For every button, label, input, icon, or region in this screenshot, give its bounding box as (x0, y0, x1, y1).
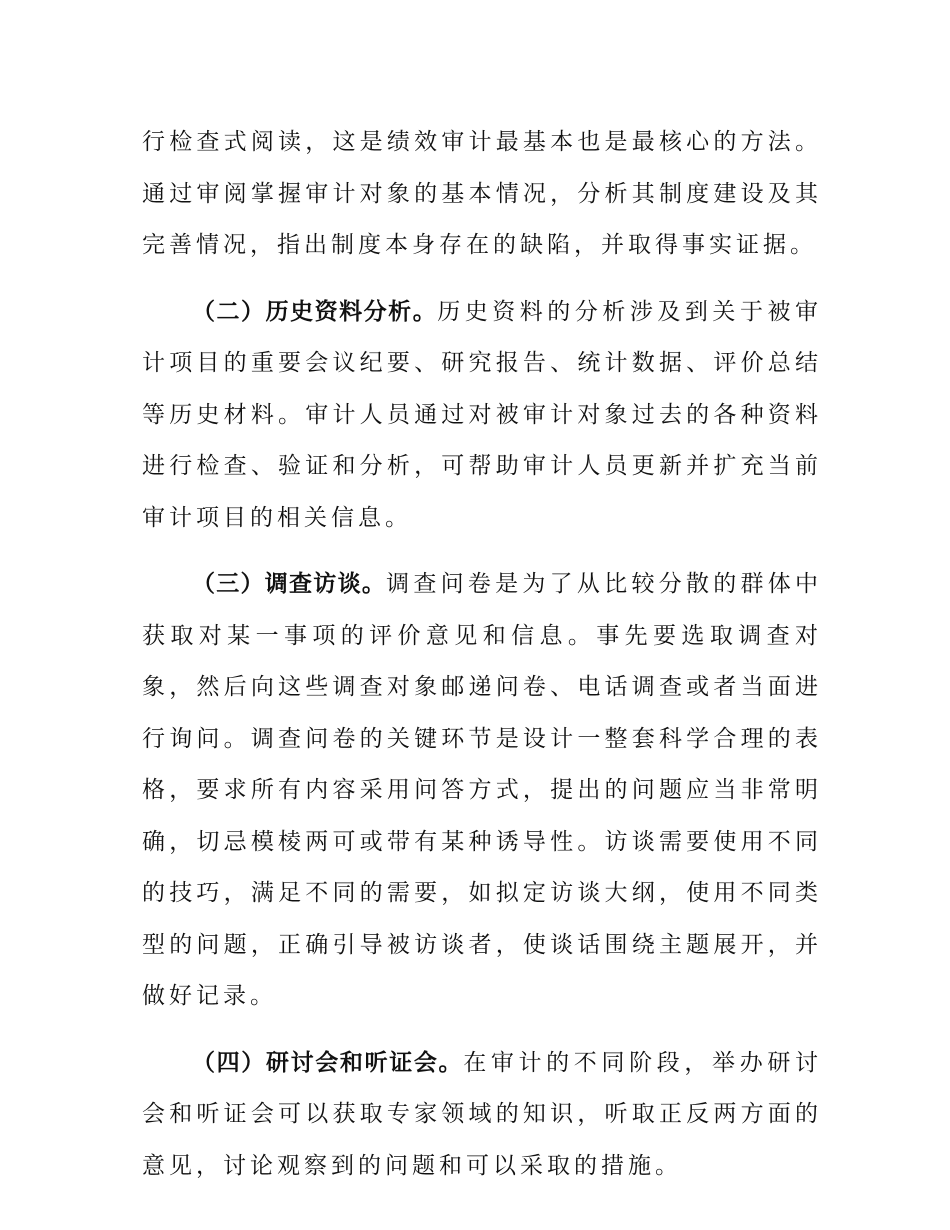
paragraph-historical-data-analysis (142, 287, 822, 545)
document-body (142, 117, 822, 1192)
section-heading: （二）历史资料分析。 (192, 298, 438, 325)
paragraph-text: 调查问卷是为了从比较分散的群体中获取对某一事项的评价意见和信息。事先要选取调查对象，然后向这些调查对象邮递问卷、电话调查或者当面进行询问。调查问卷的关键环节是设计一整套科学合理的表格，要求所有内容采用问答方式，提出的问题应当非常明确，切忌模棱两可或带有某种诱导性。访谈需要使用不同的技巧，满足不同的需要，如拟定访谈大纲，使用不同类型的问题，正确引导被访谈者，使谈话围绕主题展开，并做好记录。 (142, 571, 823, 1009)
paragraph-seminar-hearing (142, 1038, 822, 1193)
paragraph-continued (142, 117, 822, 272)
section-heading: （三）调查访谈。 (192, 571, 387, 597)
section-heading: （四）研讨会和听证会。 (192, 1049, 464, 1076)
paragraph-survey-interview (142, 559, 822, 1023)
paragraph-text: 在审计的不同阶段，举办研讨会和听证会可以获取专家领域的知识，听取正反两方面的意见，讨论观察到的问题和可以采取的措施。 (142, 1049, 823, 1179)
paragraph-text: 历史资料的分析涉及到关于被审计项目的重要会议纪要、研究报告、统计数据、评价总结等历史材料。审计人员通过对被审计对象过去的各种资料进行检查、验证和分析，可帮助审计人员更新并扩充当前审计项目的相关信息。 (142, 298, 823, 531)
paragraph-text: 行检查式阅读，这是绩效审计最基本也是最核心的方法。通过审阅掌握审计对象的基本情况，分析其制度建设及其完善情况，指出制度本身存在的缺陷，并取得事实证据。 (142, 129, 822, 258)
